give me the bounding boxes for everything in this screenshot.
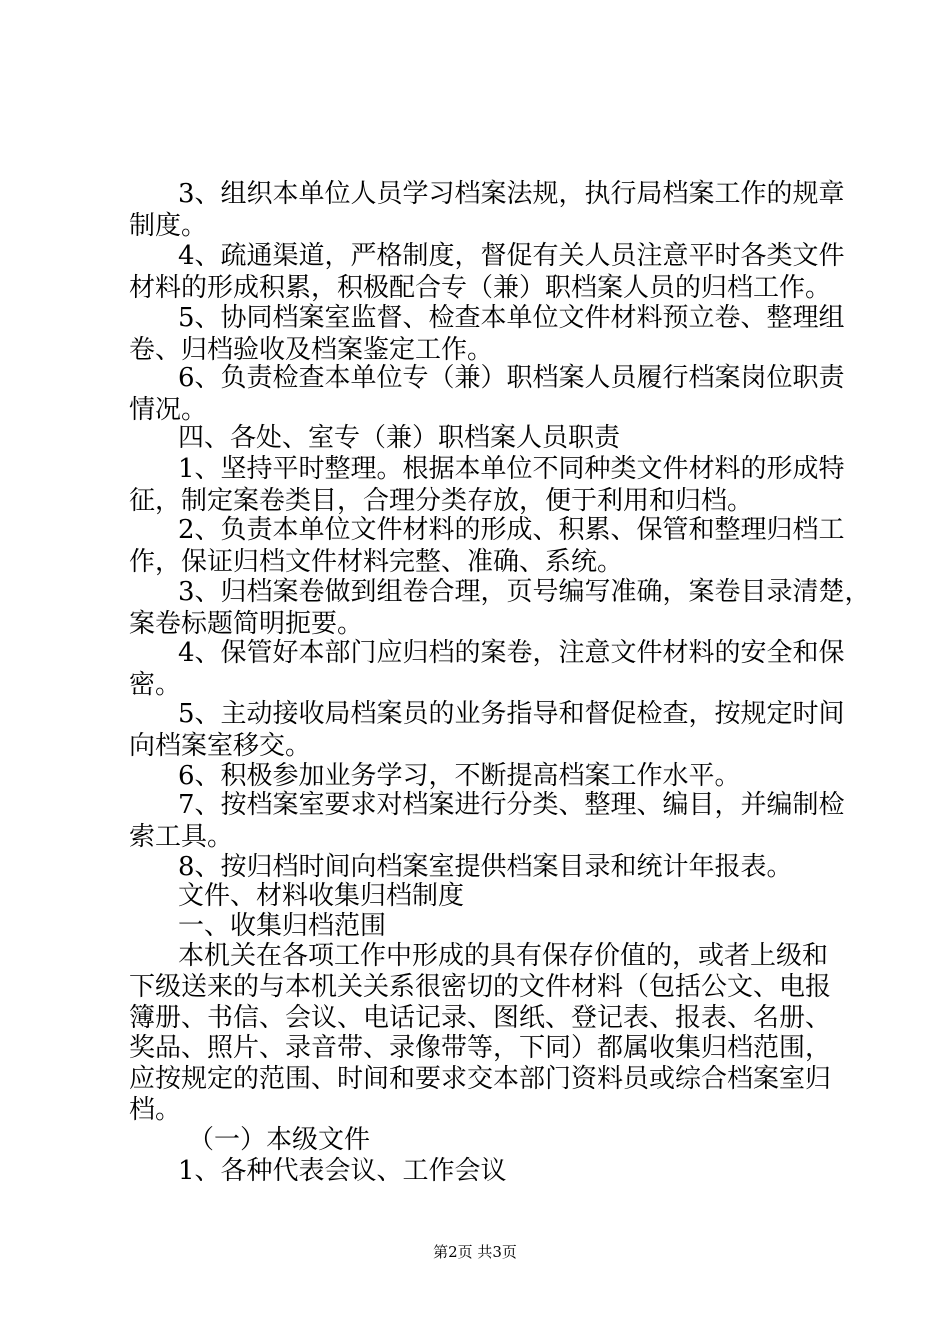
text-line: 3、归档案卷做到组卷合理，页号编写准确，案卷目录清楚， [178,577,871,607]
text-line: 一、收集归档范围 [178,911,387,941]
text-line: 本机关在各项工作中形成的具有保存价值的，或者上级和 [178,941,829,971]
text-line: 档。 [129,1095,182,1125]
text-line: 3、组织本单位人员学习档案法规，执行局档案工作的规章 [178,179,845,209]
text-line: 文件、材料收集归档制度 [178,881,465,911]
text-line: 1、坚持平时整理。根据本单位不同种类文件材料的形成特 [178,454,845,484]
text-line: 簿册、书信、会议、电话记录、图纸、登记表、报表、名册、 [129,1003,832,1033]
text-line: 4、疏通渠道，严格制度，督促有关人员注意平时各类文件 [178,241,845,271]
text-line: 5、协同档案室监督、检查本单位文件材料预立卷、整理组 [178,303,845,333]
text-line: 制度。 [129,211,208,241]
text-line: 6、积极参加业务学习，不断提高档案工作水平。 [178,761,741,791]
text-line: 4、保管好本部门应归档的案卷，注意文件材料的安全和保 [178,638,845,668]
text-line: 2、负责本单位文件材料的形成、积累、保管和整理归档工 [178,515,845,545]
text-line: （一）本级文件 [188,1125,371,1155]
text-line: 应按规定的范围、时间和要求交本部门资料员或综合档案室归 [129,1064,832,1094]
text-line: 案卷标题简明扼要。 [129,609,364,639]
text-line: 征，制定案卷类目，合理分类存放，便于利用和归档。 [129,486,754,516]
text-line: 1、各种代表会议、工作会议 [178,1156,507,1186]
text-line: 材料的形成积累，积极配合专（兼）职档案人员的归档工作。 [129,273,832,303]
text-line: 奖品、照片、录音带、录像带等，下同）都属收集归档范围， [129,1033,832,1063]
text-line: 四、各处、室专（兼）职档案人员职责 [178,423,621,453]
page-footer: 第2页 共3页 [433,1243,517,1261]
text-line: 7、按档案室要求对档案进行分类、整理、编目，并编制检 [178,790,845,820]
text-line: 5、主动接收局档案员的业务指导和督促检查，按规定时间 [178,699,845,729]
text-line: 下级送来的与本机关关系很密切的文件材料（包括公文、电报 [129,972,832,1002]
text-line: 8、按归档时间向档案室提供档案目录和统计年报表。 [178,852,793,882]
text-line: 卷、归档验收及档案鉴定工作。 [129,335,494,365]
text-line: 向档案室移交。 [129,731,312,761]
text-line: 情况。 [129,395,208,425]
text-line: 作，保证归档文件材料完整、准确、系统。 [129,547,624,577]
text-line: 6、负责检查本单位专（兼）职档案人员履行档案岗位职责 [178,363,845,393]
text-line: 索工具。 [129,822,234,852]
text-line: 密。 [129,670,182,700]
